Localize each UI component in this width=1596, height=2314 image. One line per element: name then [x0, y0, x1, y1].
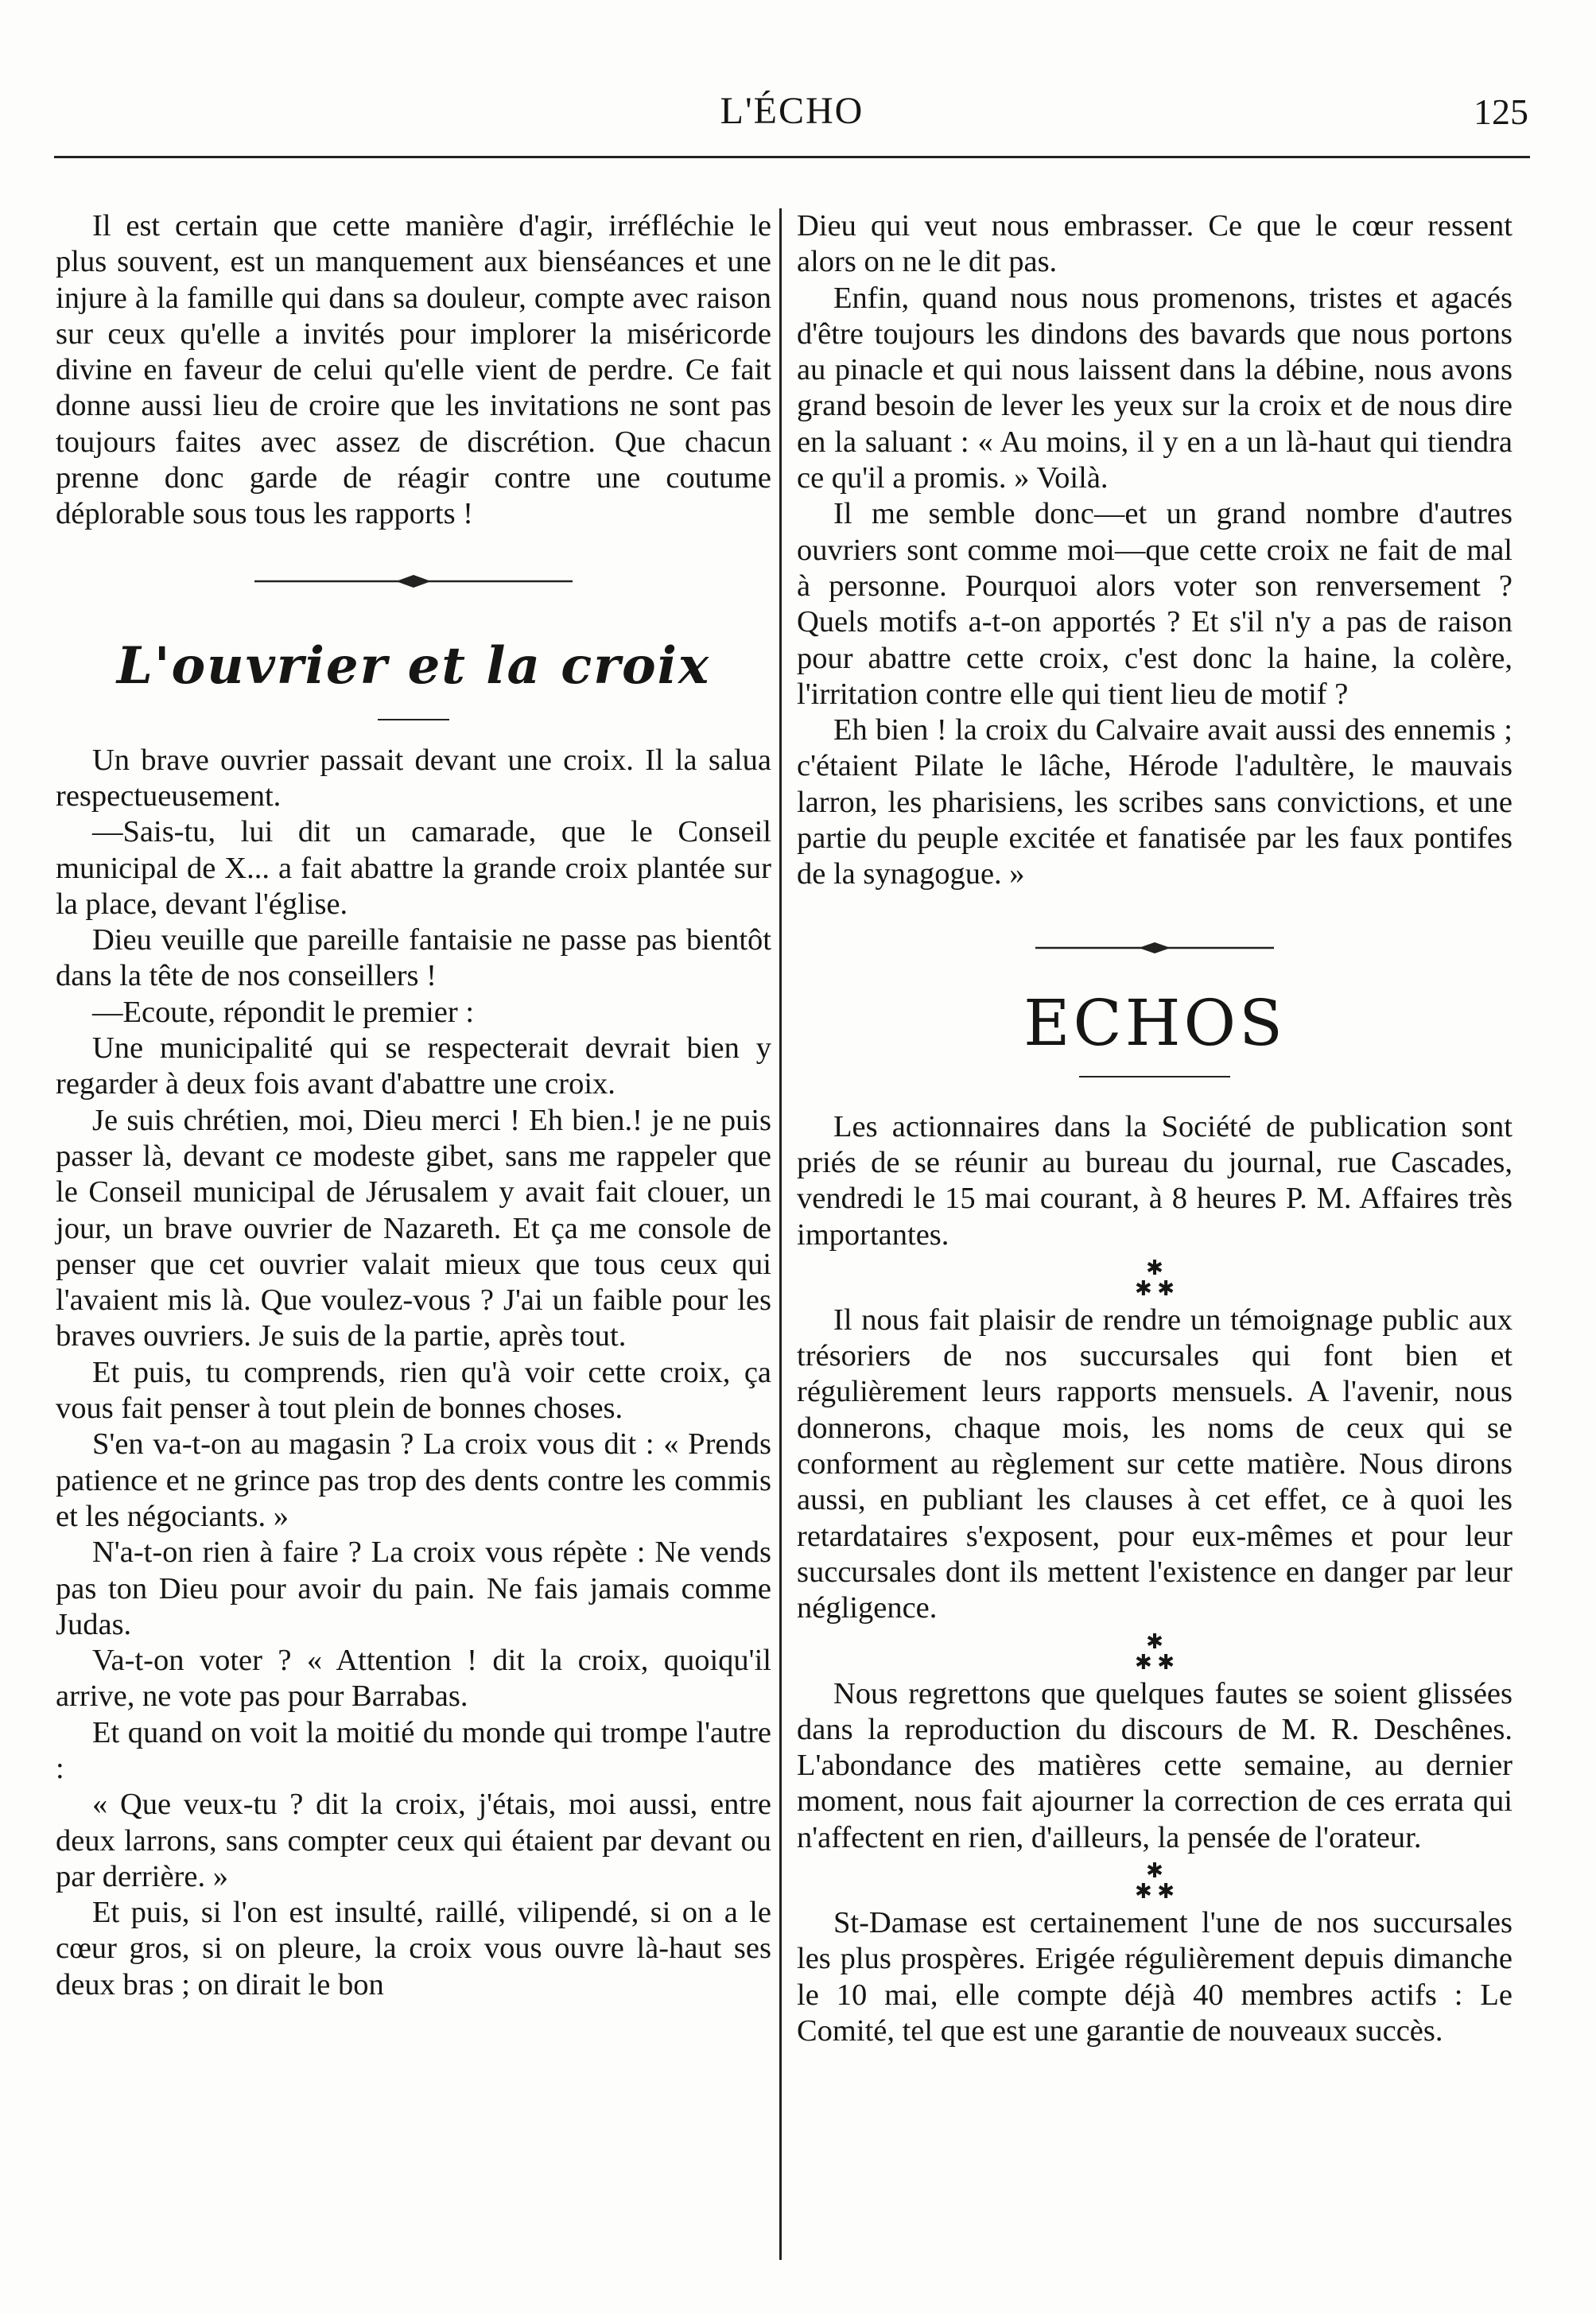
- paragraph: Une municipalité qui se respecterait devrait bien y regarder à deux fois avant d'abattre une croix.: [56, 1031, 771, 1101]
- paragraph: Dieu qui veut nous embrasser. Ce que le cœur ressent alors on ne le dit pas.: [797, 209, 1513, 279]
- paragraph: Je suis chrétien, moi, Dieu merci ! Eh bien.! je ne puis passer là, devant ce modeste gibet, sans me rappeler que le Conseil municipal de Jérusalem y avait fait clouer, un jour, un brave ouvrier de Nazareth. Et ça me console de penser que cet ouvrier valait mieux que tous ceux qui l'avaient mis là. Que voulez-vous ? J'ai un faible pour les braves ouvriers. Je suis de la partie, après tout.: [56, 1103, 771, 1353]
- paragraph: Nous regrettons que quelques fautes se soient glissées dans la reproduction du discours de M. R. Deschênes. L'abondance des matières cette semaine, au dernier moment, nous fait ajourner la correction de ces errata qui n'affectent en rien, d'ailleurs, la pensée de l'orateur.: [797, 1676, 1513, 1854]
- journal-title: L'ÉCHO: [720, 90, 864, 132]
- paragraph: S'en va-t-on au magasin ? La croix vous dit : « Prends patience et ne grince pas trop des dents contre les commis et les négociants. »: [56, 1427, 771, 1533]
- paragraph: Et puis, tu comprends, rien qu'à voir cette croix, ça vous fait penser à tout plein de bonnes choses.: [56, 1355, 771, 1426]
- article-title: L'ouvrier et la croix: [116, 635, 711, 696]
- asterism-icon: ✱ ✱ ✱: [1134, 1858, 1175, 1903]
- ornament-divider: [254, 574, 573, 588]
- header-rule: [54, 156, 1530, 158]
- paragraph: Enfin, quand nous nous promenons, tristes et agacés d'être toujours les dindons des bavards que nous portons au pinacle et qui nous laissent dans la débine, nous avons grand besoin de lever les yeux sur la croix et de nous dire en la saluant : « Au moins, il y en a un là-haut qui tiendra ce qu'il a promis. » Voilà.: [797, 281, 1513, 495]
- paragraph: —Sais-tu, lui dit un camarade, que le Conseil municipal de X... a fait abattre la grande croix plantée sur la place, devant l'église.: [56, 815, 771, 921]
- paragraph: Un brave ouvrier passait devant une croix. Il la salua respectueusement.: [56, 743, 771, 813]
- page-number: 125: [1474, 91, 1528, 132]
- paragraph: Il est certain que cette manière d'agir, irréfléchie le plus souvent, est un manquement aux bienséances et une injure à la famille qui dans sa douleur, compte avec raison sur ceux qu'elle a invités pour implorer la miséricorde divine en faveur de celui qu'elle vient de perdre. Ce fait donne aussi lieu de croire que les invitations ne sont pas toujours faites avec assez de discrétion. Que chacun prenne donc garde de réagir contre une coutume déplorable sous tous les rapports !: [56, 209, 771, 531]
- paragraph: —Ecoute, répondit le premier :: [92, 995, 475, 1029]
- paragraph: Il nous fait plaisir de rendre un témoignage public aux trésoriers de nos succursales qui font bien et régulièrement leurs rapports mensuels. A l'avenir, nous donnerons, chaque mois, les noms de ceux qui se conforment au règlement sur cette matière. Nous dirons aussi, en publiant les clauses à cet effet, ce à quoi les retardataires s'exposent, pour eux-mêmes et pour leur succursales dont ils mettent l'existence en danger par leur négligence.: [797, 1303, 1513, 1625]
- right-column: [797, 208, 1513, 2049]
- ornament-divider: [996, 941, 1314, 955]
- title-rule: [378, 719, 449, 720]
- paragraph: Il me semble donc—et un grand nombre d'autres ouvriers sont comme moi—que cette croix ne fait de mal à personne. Pourquoi alors voter son renversement ? Quels motifs a-t-on apportés ? Et s'il n'y a pas de raison pour abattre cette croix, c'est donc la haine, la colère, l'irritation contre elle qui tient lieu de motif ?: [797, 497, 1513, 711]
- asterism-icon: ✱ ✱ ✱: [1134, 1629, 1175, 1674]
- paragraph: Les actionnaires dans la Société de publication sont priés de se réunir au bureau du journal, rue Cascades, vendredi le 15 mai courant, à 8 heures P. M. Affaires très importantes.: [797, 1109, 1513, 1252]
- left-column: [56, 208, 771, 2003]
- paragraph: Et quand on voit la moitié du monde qui trompe l'autre :: [56, 1715, 771, 1785]
- paragraph: N'a-t-on rien à faire ? La croix vous répète : Ne vends pas ton Dieu pour avoir du pain. Ne fais jamais comme Judas.: [56, 1536, 771, 1641]
- paragraph: Eh bien ! la croix du Calvaire avait aussi des ennemis ; c'étaient Pilate le lâche, Hérode l'adultère, le mauvais larron, les pharisiens, les scribes sans convictions, et une partie du peuple excitée et fanatisée par les faux pontifes de la synagogue. »: [797, 713, 1513, 891]
- paragraph: Dieu veuille que pareille fantaisie ne passe pas bientôt dans la tête de nos conseillers !: [56, 923, 771, 993]
- paragraph: « Que veux-tu ? dit la croix, j'étais, moi aussi, entre deux larrons, sans compter ceux qui étaient par devant ou par derrière. »: [56, 1788, 771, 1893]
- page-header: [56, 89, 1528, 145]
- title-rule: [1079, 1076, 1230, 1077]
- section-title: ECHOS: [1023, 985, 1286, 1060]
- paragraph: Va-t-on voter ? « Attention ! dit la croix, quoiqu'il arrive, ne vote pas pour Barrabas.: [56, 1644, 771, 1714]
- asterism-icon: ✱ ✱ ✱: [1134, 1256, 1175, 1300]
- paragraph: Et puis, si l'on est insulté, raillé, vilipendé, si on a le cœur gros, si on pleure, la croix vous ouvre là-haut ses deux bras ; on dirait le bon: [56, 1896, 771, 2001]
- column-divider: [779, 208, 782, 2260]
- paragraph: St-Damase est certainement l'une de nos succursales les plus prospères. Erigée régulièrement depuis dimanche le 10 mai, elle compte déjà 40 membres actifs : Le Comité, tel que est une garantie de nouveaux succès.: [797, 1905, 1513, 2048]
